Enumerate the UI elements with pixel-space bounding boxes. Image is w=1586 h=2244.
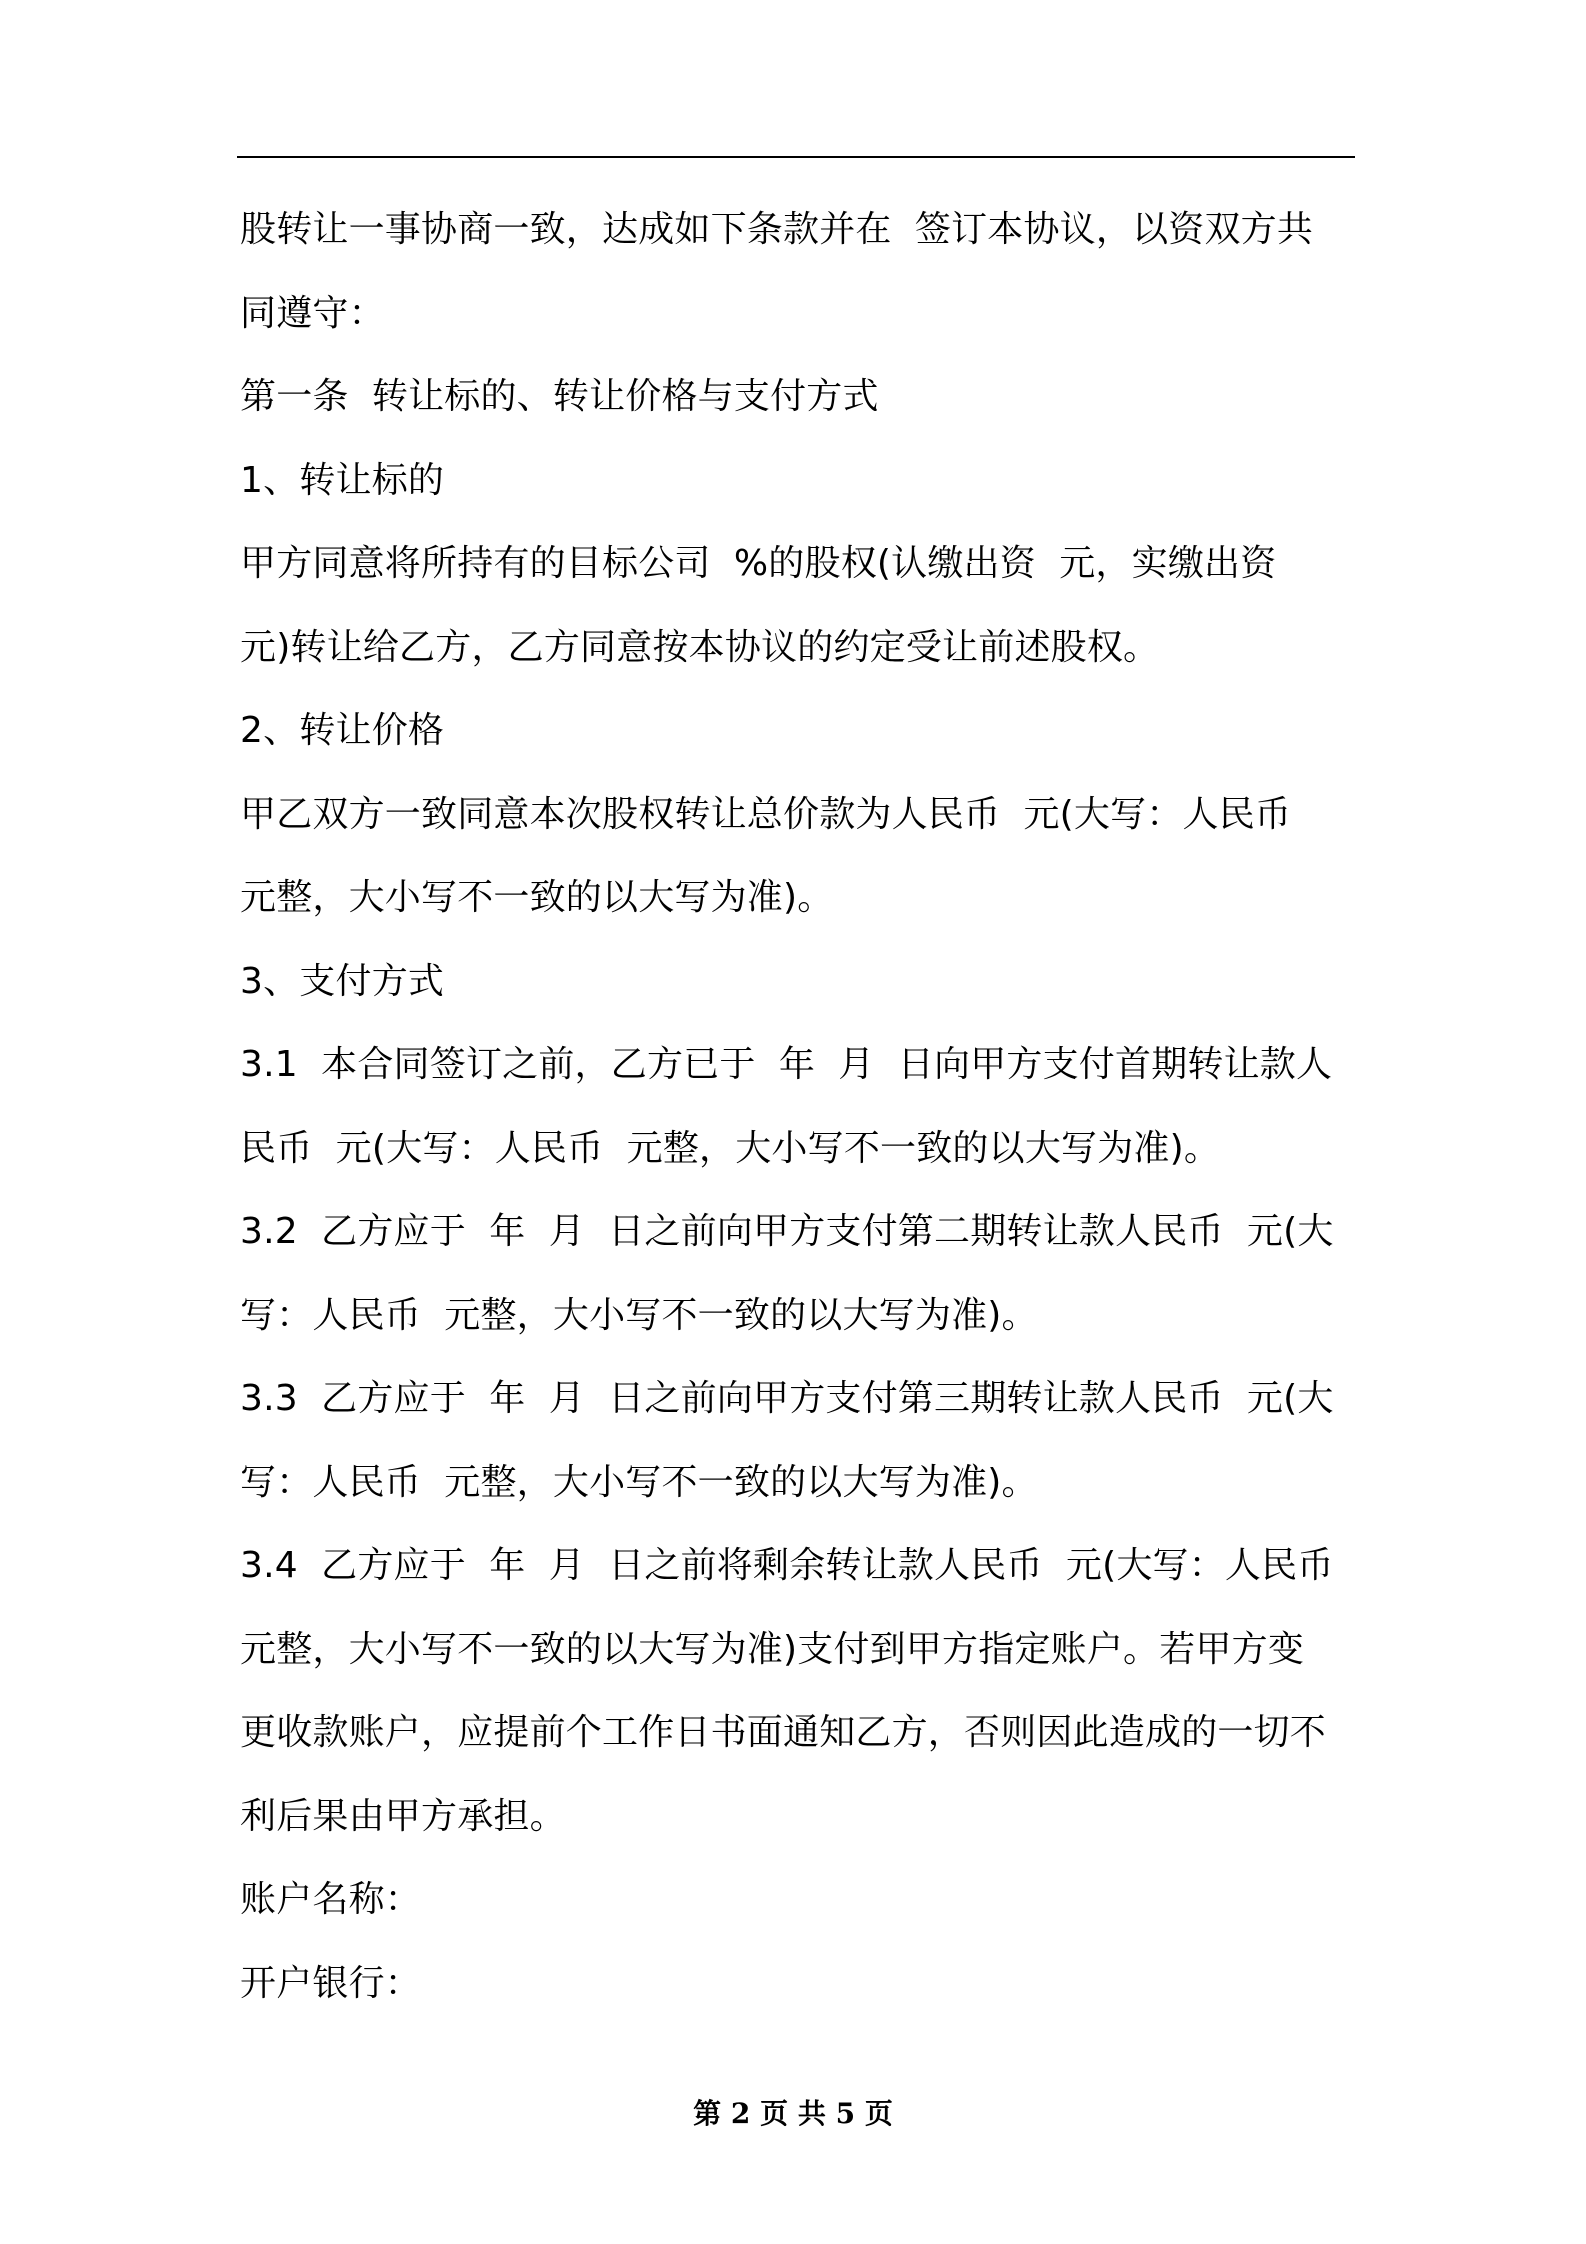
paragraph-line: 同遵守： — [240, 292, 385, 334]
clause-3-4-continued: 元整，大小写不一致的以大写为准)支付到甲方指定账户。若甲方变 — [240, 1628, 1305, 1670]
paragraph-line: 元整，大小写不一致的以大写为准)。 — [240, 877, 834, 918]
subheading-transfer-subject: 1、转让标的 — [240, 459, 445, 501]
clause-3-3-continued: 写：人民币 元整，大小写不一致的以大写为准)。 — [240, 1461, 1038, 1503]
document-body — [240, 188, 1356, 2025]
clause-3-2-continued: 写：人民币 元整，大小写不一致的以大写为准)。 — [240, 1294, 1038, 1336]
bank-name-label: 开户银行： — [240, 1962, 422, 2004]
subheading-payment-method: 3、支付方式 — [240, 960, 445, 1002]
clause-3-1: 3.1 本合同签订之前，乙方已于 年 月 日向甲方支付首期转让款人 — [240, 1044, 1333, 1085]
page-number: 第 2 页 共 5 页 — [693, 2097, 893, 2130]
clause-3-1-continued: 民币 元(大写：人民币 元整，大小写不一致的以大写为准)。 — [240, 1127, 1221, 1169]
subheading-transfer-price: 2、转让价格 — [240, 710, 445, 751]
paragraph-line: 股转让一事协商一致，达成如下条款并在 签订本协议，以资双方共 — [240, 209, 1314, 250]
clause-3-4-continued: 更收款账户，应提前个工作日书面通知乙方，否则因此造成的一切不 — [240, 1712, 1327, 1753]
account-name-label: 账户名称： — [240, 1879, 422, 1920]
section-heading: 第一条 转让标的、转让价格与支付方式 — [240, 376, 879, 417]
paragraph-line: 甲乙双方一致同意本次股权转让总价款为人民币 元(大写：人民币 — [240, 793, 1292, 835]
clause-3-2: 3.2 乙方应于 年 月 日之前向甲方支付第二期转让款人民币 元(大 — [240, 1211, 1334, 1252]
paragraph-line: 甲方同意将所持有的目标公司 %的股权(认缴出资 元，实缴出资 — [240, 543, 1277, 584]
clause-3-4: 3.4 乙方应于 年 月 日之前将剩余转让款人民币 元(大写：人民币 — [240, 1545, 1334, 1586]
clause-3-4-continued: 利后果由甲方承担。 — [240, 1795, 566, 1837]
paragraph-line: 元)转让给乙方，乙方同意按本协议的约定受让前述股权。 — [240, 626, 1160, 668]
clause-3-3: 3.3 乙方应于 年 月 日之前向甲方支付第三期转让款人民币 元(大 — [240, 1378, 1334, 1419]
header-rule — [237, 156, 1355, 158]
